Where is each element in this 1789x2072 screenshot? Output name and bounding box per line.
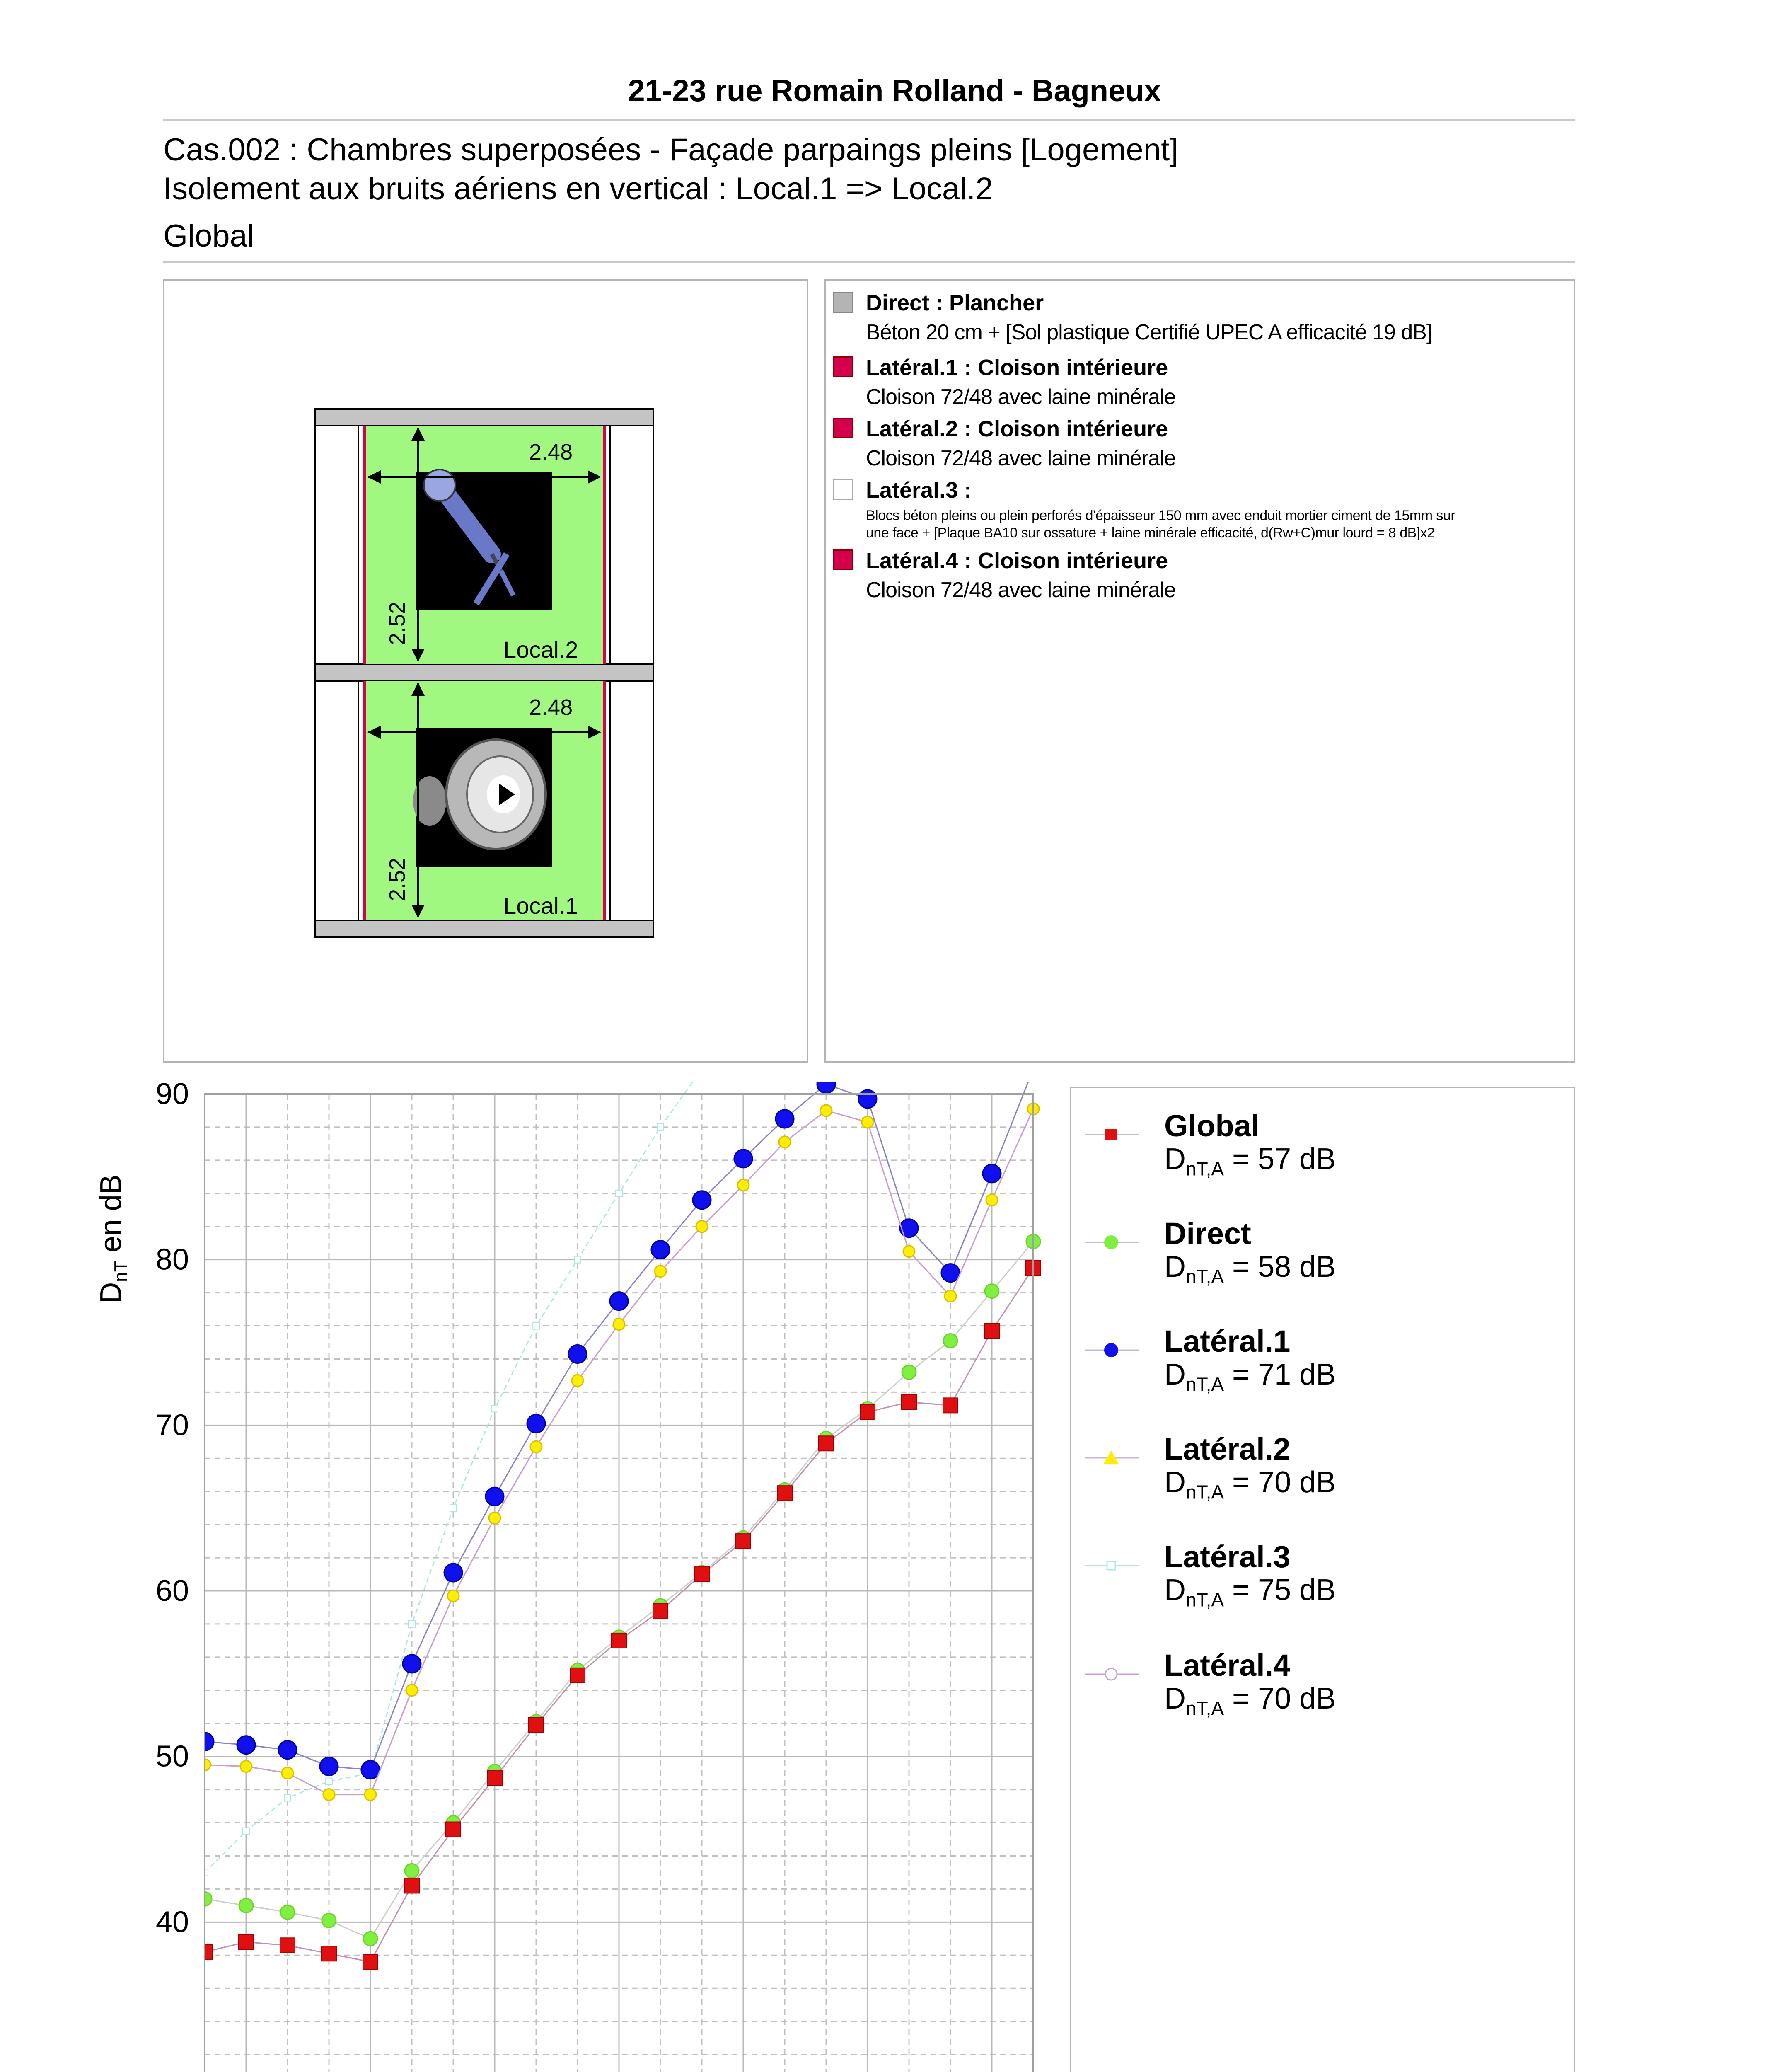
chart-legend-global-value: $D_{nT,A} = 57$ dB — [1164, 1143, 1336, 1180]
point-lat-ral-2 — [737, 1179, 749, 1191]
legend-desc-lateral1: Cloison 72/48 avec laine minérale — [866, 385, 1176, 409]
point-lat-ral-1 — [486, 1487, 504, 1506]
point-global — [570, 1668, 585, 1683]
chart-legend-lateral4-value: $D_{nT,A} = 70$ dB — [1164, 1682, 1336, 1719]
chart-legend-global: Global — [1164, 1109, 1260, 1143]
point-lat-ral-2 — [862, 1116, 873, 1128]
chart-legend-lateral2-value: $D_{nT,A} = 70$ dB — [1164, 1466, 1336, 1503]
room-diagram — [164, 281, 807, 1061]
microphone-icon — [416, 470, 552, 610]
point-lat-ral-1 — [320, 1757, 338, 1776]
point-lat-ral-1 — [527, 1414, 545, 1433]
point-lat-ral-2 — [696, 1221, 708, 1232]
point-global — [736, 1534, 751, 1549]
point-global — [819, 1436, 834, 1451]
point-lat-ral-2 — [406, 1685, 418, 1696]
point-lat-ral-2 — [240, 1761, 252, 1772]
point-lat-ral-1 — [1024, 1061, 1042, 1078]
legend-title-lateral2: Latéral.2 : Cloison intérieure — [866, 416, 1168, 441]
point-global — [487, 1771, 502, 1786]
point-direct — [363, 1932, 377, 1946]
speaker-icon — [413, 728, 552, 867]
point-direct — [239, 1898, 253, 1912]
y-tick-label: 40 — [155, 1905, 189, 1939]
legend-title-lateral3: Latéral.3 : — [866, 478, 972, 503]
legend-swatch-lateral1 — [833, 356, 853, 377]
legend-swatch-lateral2 — [833, 418, 853, 438]
point-lat-ral-2 — [820, 1105, 832, 1116]
point-lat-ral-2 — [655, 1266, 666, 1277]
point-direct — [985, 1284, 999, 1298]
point-global — [943, 1398, 958, 1413]
point-lat-ral-3 — [657, 1124, 664, 1130]
point-lat-ral-2 — [365, 1789, 376, 1801]
point-lat-ral-2 — [572, 1375, 583, 1386]
point-lat-ral-3 — [409, 1621, 415, 1627]
point-global — [280, 1938, 295, 1953]
legend-swatch-lateral3 — [833, 479, 853, 500]
point-lat-ral-3 — [326, 1778, 332, 1785]
point-lat-ral-3 — [616, 1190, 622, 1197]
legend-desc-lateral3-line1: Blocs béton pleins ou plein perforés d'épaisseur 150 mm avec enduit mortier ciment de 15mm sur — [866, 508, 1455, 523]
point-direct — [405, 1864, 419, 1878]
point-lat-ral-2 — [945, 1290, 956, 1302]
isolation-line: Isolement aux bruits aériens en vertical : Local.1 => Local.2 — [163, 171, 993, 206]
point-lat-ral-1 — [941, 1264, 960, 1282]
y-axis-label: DnT en dB — [94, 1174, 131, 1304]
upper-height-dim: 2.52 — [385, 601, 410, 645]
legend-marker-direct — [1104, 1235, 1118, 1249]
y-tick-label: 80 — [155, 1243, 189, 1276]
legend-marker-lat-ral-2 — [1104, 1450, 1119, 1464]
point-lat-ral-1 — [651, 1241, 670, 1259]
y-tick-label: 60 — [155, 1574, 189, 1607]
point-lat-ral-3 — [450, 1505, 457, 1511]
y-tick-label: 90 — [155, 1077, 189, 1111]
chart-legend-direct: Direct — [1164, 1216, 1251, 1251]
point-lat-ral-1 — [568, 1345, 587, 1363]
point-direct — [943, 1334, 957, 1348]
point-lat-ral-2 — [530, 1441, 542, 1452]
point-direct — [322, 1913, 336, 1927]
legend-title-lateral4: Latéral.4 : Cloison intérieure — [866, 548, 1168, 573]
legend-desc-direct: Béton 20 cm + [Sol plastique Certifié UPEC A efficacité 19 dB] — [866, 320, 1432, 344]
point-global — [902, 1394, 916, 1409]
chart-legend-direct-value: $D_{nT,A} = 58$ dB — [1164, 1250, 1336, 1288]
point-lat-ral-3 — [533, 1323, 539, 1329]
legend-marker-lat-ral-3 — [1107, 1561, 1115, 1570]
point-lat-ral-1 — [858, 1090, 877, 1108]
chart-legend-lateral4: Latéral.4 — [1164, 1648, 1291, 1682]
header-divider — [163, 119, 1575, 121]
point-lat-ral-3 — [574, 1256, 581, 1263]
point-lat-ral-2 — [282, 1767, 293, 1779]
point-global — [653, 1603, 668, 1618]
point-lat-ral-1 — [237, 1736, 255, 1754]
point-lat-ral-2 — [489, 1512, 500, 1524]
scope-divider — [163, 261, 1575, 263]
point-lat-ral-2 — [323, 1789, 335, 1801]
lower-room-label: Local.1 — [503, 893, 578, 919]
point-lat-ral-2 — [613, 1319, 625, 1330]
point-lat-ral-2 — [779, 1136, 791, 1148]
legend-title-lateral1: Latéral.1 : Cloison intérieure — [866, 355, 1168, 380]
point-lat-ral-1 — [610, 1292, 628, 1310]
point-lat-ral-1 — [817, 1075, 835, 1093]
top-slab — [315, 409, 653, 426]
diagram-panel — [163, 279, 808, 1063]
lower-height-dim: 2.52 — [385, 857, 410, 901]
upper-room-label: Local.2 — [503, 637, 578, 663]
point-lat-ral-1 — [361, 1761, 380, 1779]
point-lat-ral-3 — [243, 1828, 249, 1835]
point-global — [529, 1718, 544, 1733]
point-global — [322, 1946, 336, 1961]
point-global — [239, 1934, 254, 1949]
middle-slab — [315, 664, 653, 681]
legend-marker-lat-ral-4 — [1105, 1668, 1117, 1680]
chart-legend-lateral3: Latéral.3 — [1164, 1539, 1291, 1574]
point-lat-ral-1 — [900, 1219, 918, 1237]
legend-swatch-direct — [833, 292, 853, 313]
point-lat-ral-1 — [983, 1164, 1001, 1183]
point-lat-ral-1 — [776, 1110, 794, 1128]
bottom-slab — [315, 920, 653, 937]
legend-swatch-lateral4 — [833, 549, 853, 570]
point-lat-ral-1 — [734, 1150, 752, 1168]
point-global — [984, 1324, 999, 1339]
y-tick-label: 50 — [155, 1740, 189, 1773]
legend-desc-lateral4: Cloison 72/48 avec laine minérale — [866, 578, 1176, 602]
legend-desc-lateral3-line2: une face + [Plaque BA10 sur ossature + laine minérale efficacité, d(Rw+C)mur lourd = 8 dB]x2 — [866, 525, 1435, 541]
point-global — [694, 1567, 709, 1582]
point-lat-ral-1 — [444, 1564, 462, 1582]
scope-label: Global — [163, 218, 254, 254]
page-title: 21-23 rue Romain Rolland - Bagneux — [628, 73, 1161, 108]
point-global — [860, 1404, 875, 1419]
point-global — [404, 1878, 419, 1893]
legend-marker-global — [1105, 1129, 1117, 1140]
point-lat-ral-1 — [693, 1191, 711, 1209]
point-direct — [280, 1905, 295, 1919]
legend-desc-lateral2: Cloison 72/48 avec laine minérale — [866, 446, 1176, 470]
chart-legend-lateral3-value: $D_{nT,A} = 75$ dB — [1164, 1573, 1336, 1611]
chart-legend-lateral2: Latéral.2 — [1164, 1432, 1291, 1466]
point-lat-ral-2 — [447, 1590, 459, 1602]
point-global — [612, 1633, 626, 1648]
chart-legend-lateral1: Latéral.1 — [1164, 1324, 1291, 1358]
point-direct — [902, 1365, 916, 1379]
point-lat-ral-3 — [491, 1405, 498, 1412]
point-global — [777, 1486, 792, 1501]
chart-legend-markers — [1077, 1087, 1160, 2072]
lower-width-dim: 2.48 — [529, 695, 573, 720]
point-global — [363, 1954, 378, 1969]
point-global — [446, 1822, 461, 1837]
y-tick-label: 70 — [155, 1409, 189, 1442]
point-lat-ral-1 — [403, 1655, 421, 1673]
point-lat-ral-2 — [903, 1246, 915, 1257]
legend-marker-lat-ral-1 — [1104, 1343, 1118, 1357]
point-lat-ral-3 — [284, 1795, 291, 1801]
point-lat-ral-2 — [986, 1194, 998, 1206]
upper-width-dim: 2.48 — [529, 440, 573, 465]
point-lat-ral-1 — [278, 1741, 297, 1759]
chart-legend-lateral1-value: $D_{nT,A} = 71$ dB — [1164, 1358, 1336, 1395]
point-lat-ral-3 — [699, 1066, 705, 1072]
case-line: Cas.002 : Chambres superposées - Façade parpaings pleins [Logement] — [163, 132, 1179, 167]
legend-title-direct: Direct : Plancher — [866, 290, 1044, 315]
